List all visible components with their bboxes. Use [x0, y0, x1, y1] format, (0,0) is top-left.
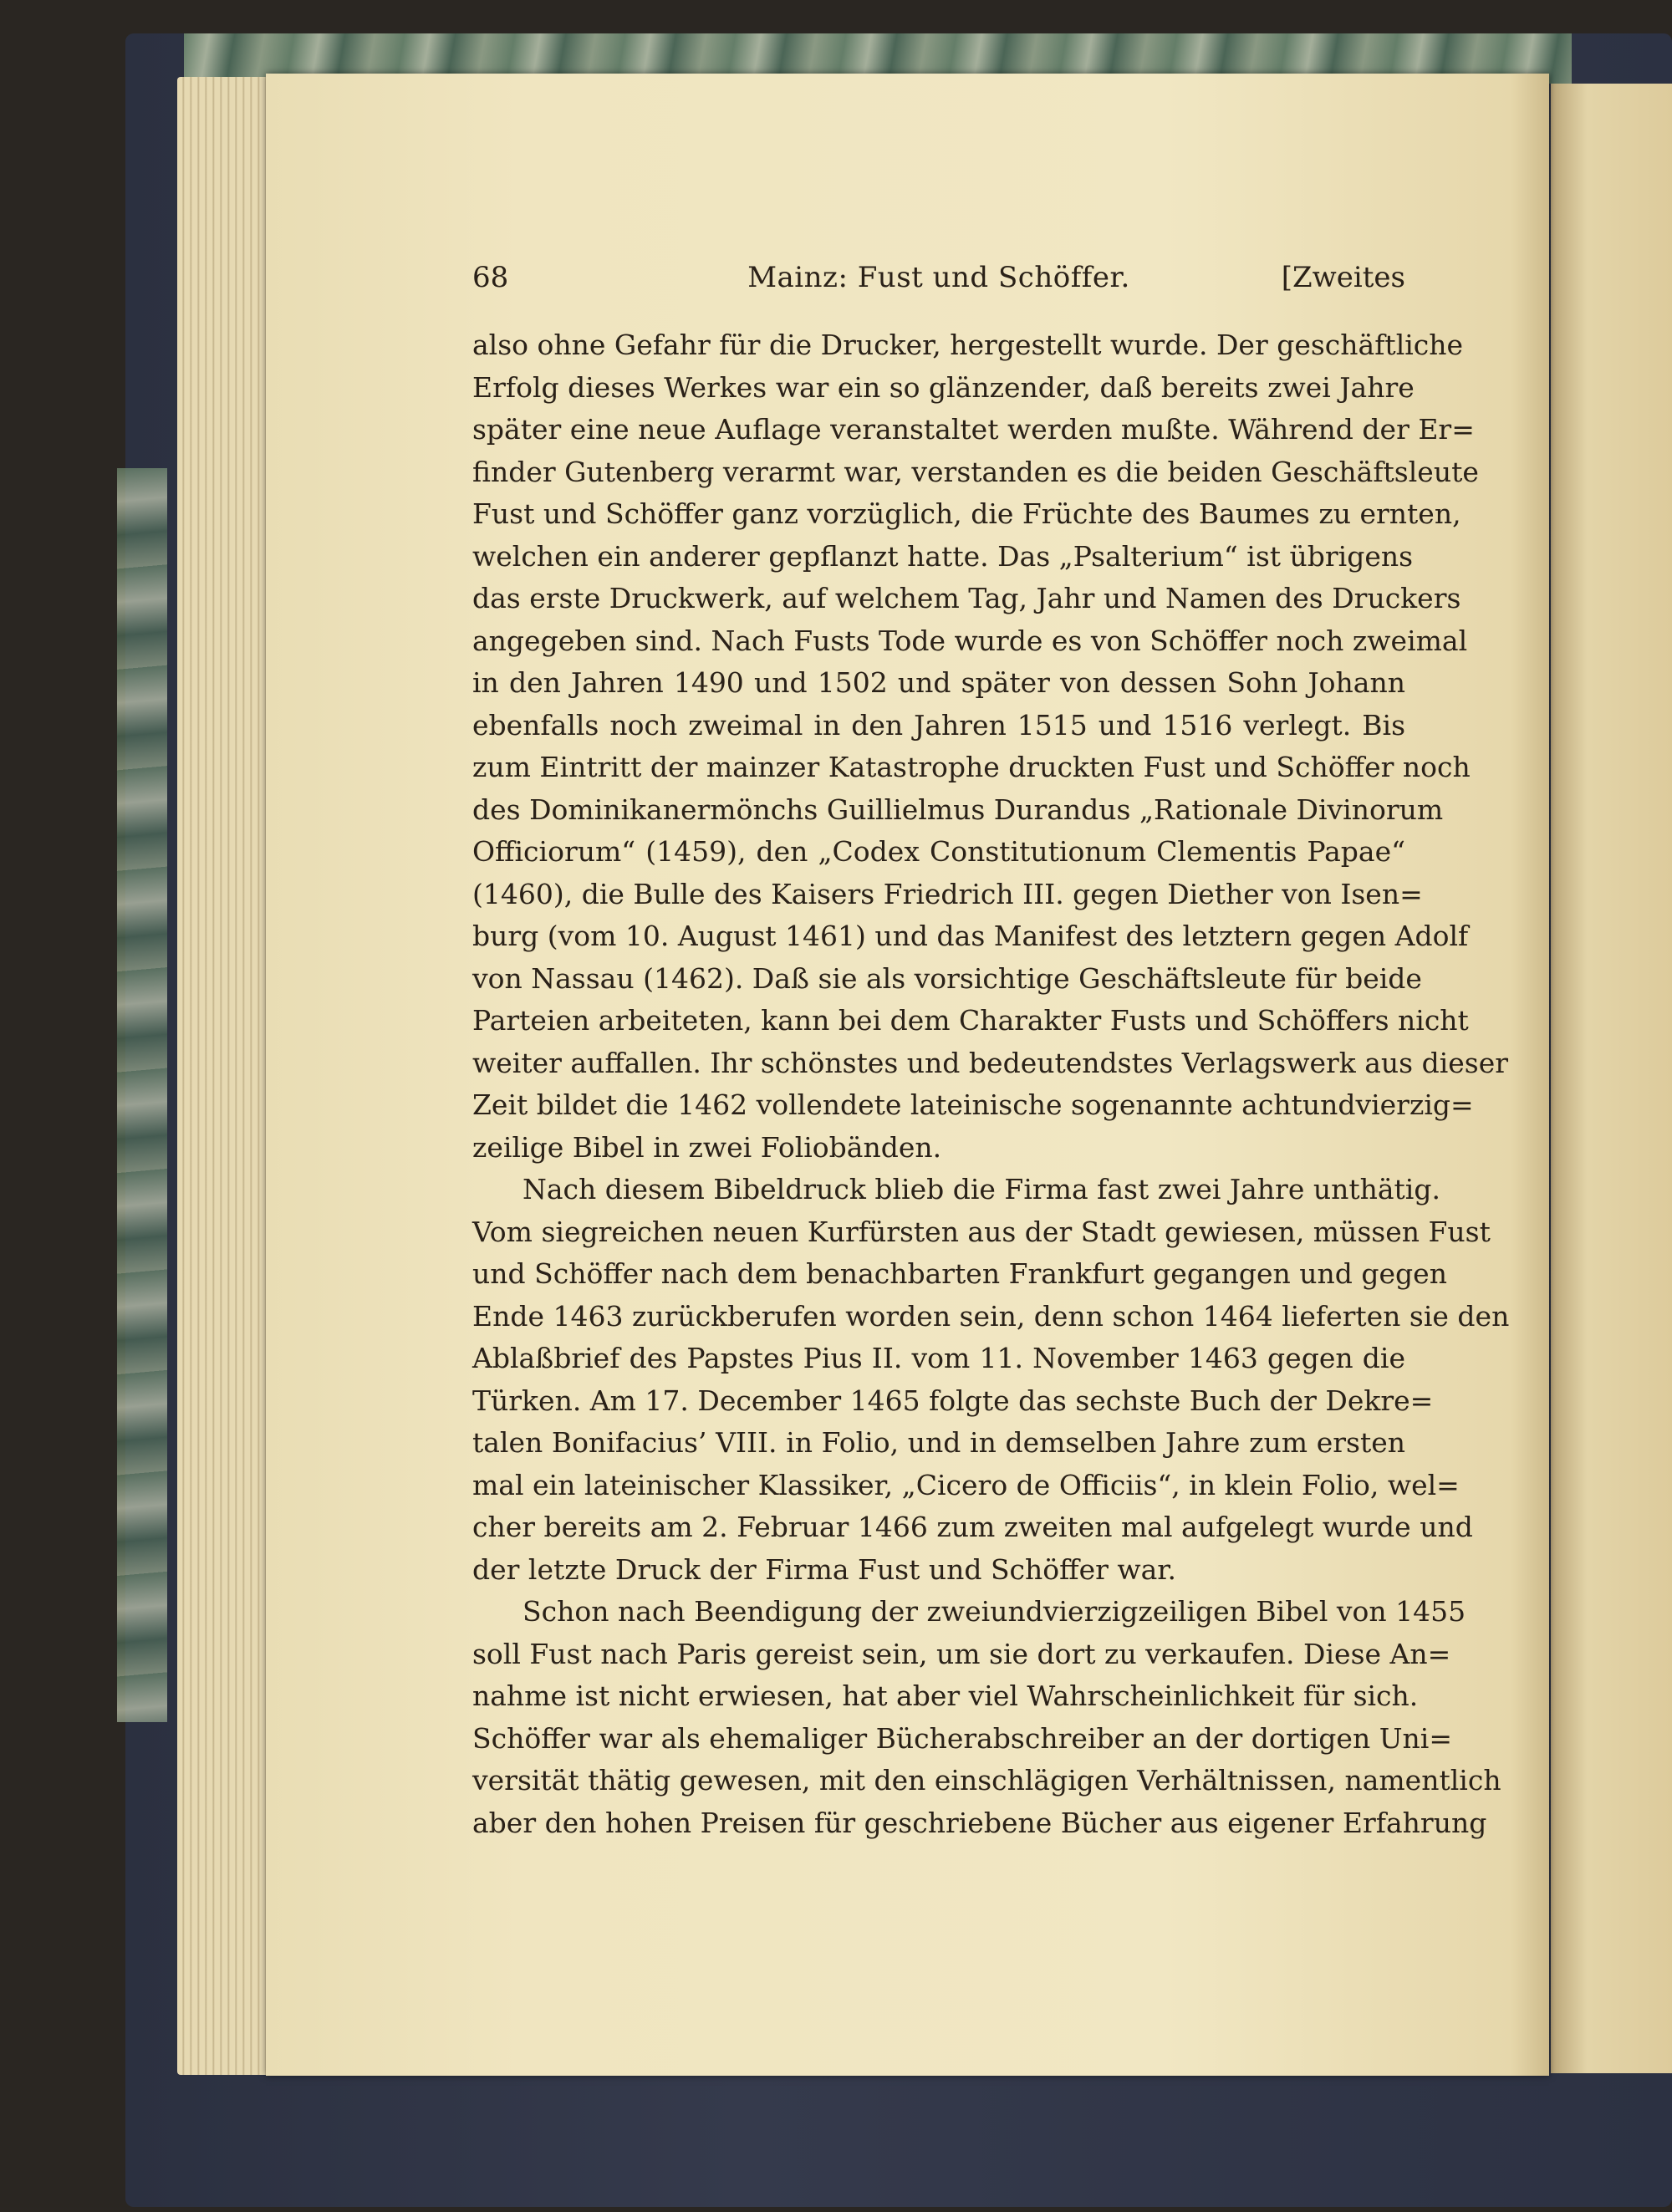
text-line: zum Eintritt der mainzer Katastrophe druckten Fust und Schöffer noch	[472, 751, 1471, 783]
facing-page-edge	[1551, 84, 1672, 2073]
text-line: welchen ein anderer gepflanzt hatte. Das „Psalterium“ ist übrigens	[472, 539, 1414, 573]
text-line: Ablaßbrief des Papstes Pius II. vom 11. November 1463 gegen die	[472, 1342, 1405, 1374]
text-line: in den Jahren 1490 und 1502 und später von dessen Sohn Johann	[472, 666, 1405, 699]
text-line: und Schöffer nach dem benachbarten Frankfurt gegangen und gegen	[472, 1257, 1447, 1290]
text-line: des Dominikanermönchs Guillielmus Durandus „Rationale Divinorum	[472, 793, 1444, 826]
page-number: 68	[472, 261, 509, 294]
text-line: Erfolg dieses Werkes war ein so glänzender, daß bereits zwei Jahre	[472, 370, 1415, 404]
running-title: Mainz: Fust und Schöffer.	[747, 261, 1130, 294]
text-line: Vom siegreichen neuen Kurfürsten aus der Stadt gewiesen, müssen Fust	[472, 1215, 1491, 1248]
text-line: Zeit bildet die 1462 vollendete lateinische sogenannte achtundvierzig=	[472, 1088, 1474, 1121]
text-line: das erste Druckwerk, auf welchem Tag, Jahr und Namen des Druckers	[472, 582, 1461, 614]
text-line: zeilige Bibel in zwei Foliobänden.	[472, 1130, 942, 1164]
text-line: Parteien arbeiteten, kann bei dem Charakter Fusts und Schöffers nicht	[472, 1004, 1469, 1037]
text-line: von Nassau (1462). Daß sie als vorsichtige Geschäftsleute für beide	[472, 961, 1422, 995]
text-line: Fust und Schöffer ganz vorzüglich, die Früchte des Baumes zu ernten,	[472, 497, 1461, 530]
text-line: aber den hohen Preisen für geschriebene Bücher aus eigener Erfahrung	[472, 1806, 1487, 1839]
text-line: angegeben sind. Nach Fusts Tode wurde es von Schöffer noch zweimal	[472, 624, 1468, 657]
text-line: soll Fust nach Paris gereist sein, um sie dort zu verkaufen. Diese An=	[472, 1637, 1451, 1670]
text-line: Officiorum“ (1459), den „Codex Constitutionum Clementis Papae“	[472, 835, 1405, 868]
text-line: Schon nach Beendigung der zweiundvierzigzeiligen Bibel von 1455	[522, 1595, 1466, 1628]
text-line: mal ein lateinischer Klassiker, „Cicero de Officiis“, in klein Folio, wel=	[472, 1468, 1460, 1501]
text-line: talen Bonifacius’ VIII. in Folio, und in demselben Jahre zum ersten	[472, 1426, 1405, 1459]
marbled-endpaper-left	[117, 468, 167, 1722]
text-line: burg (vom 10. August 1461) und das Manifest des letztern gegen Adolf	[472, 920, 1469, 952]
text-line: (1460), die Bulle des Kaisers Friedrich III. gegen Diether von Isen=	[472, 877, 1423, 910]
text-line: weiter auffallen. Ihr schönstes und bedeutendstes Verlagswerk aus dieser	[472, 1046, 1509, 1079]
text-line: der letzte Druck der Firma Fust und Schöffer war.	[472, 1552, 1176, 1586]
text-line: versität thätig gewesen, mit den einschlägigen Verhältnissen, namentlich	[472, 1764, 1501, 1797]
page-header	[472, 261, 1405, 303]
page-stack-edge	[177, 77, 269, 2075]
text-line: nahme ist nicht erwiesen, hat aber viel Wahrscheinlichkeit für sich.	[472, 1679, 1419, 1712]
text-line: später eine neue Auflage veranstaltet werden mußte. Während der Er=	[472, 413, 1475, 446]
text-line: ebenfalls noch zweimal in den Jahren 1515 und 1516 verlegt. Bis	[472, 708, 1405, 742]
text-line: Schöffer war als ehemaliger Bücherabschreiber an der dortigen Uni=	[472, 1721, 1452, 1755]
text-line: cher bereits am 2. Februar 1466 zum zweiten mal aufgelegt wurde und	[472, 1511, 1473, 1543]
text-line: Türken. Am 17. December 1465 folgte das sechste Buch der Dekre=	[472, 1384, 1434, 1417]
text-line: Ende 1463 zurückberufen worden sein, denn schon 1464 lieferten sie den	[472, 1299, 1510, 1333]
text-line: also ohne Gefahr für die Drucker, hergestellt wurde. Der geschäftliche	[472, 329, 1464, 361]
chapter-mark: [Zweites	[1281, 261, 1405, 294]
text-line: finder Gutenberg verarmt war, verstanden es die beiden Geschäftsleute	[472, 455, 1479, 488]
body-text	[472, 324, 1510, 1844]
text-line: Nach diesem Bibeldruck blieb die Firma fast zwei Jahre unthätig.	[522, 1173, 1440, 1205]
